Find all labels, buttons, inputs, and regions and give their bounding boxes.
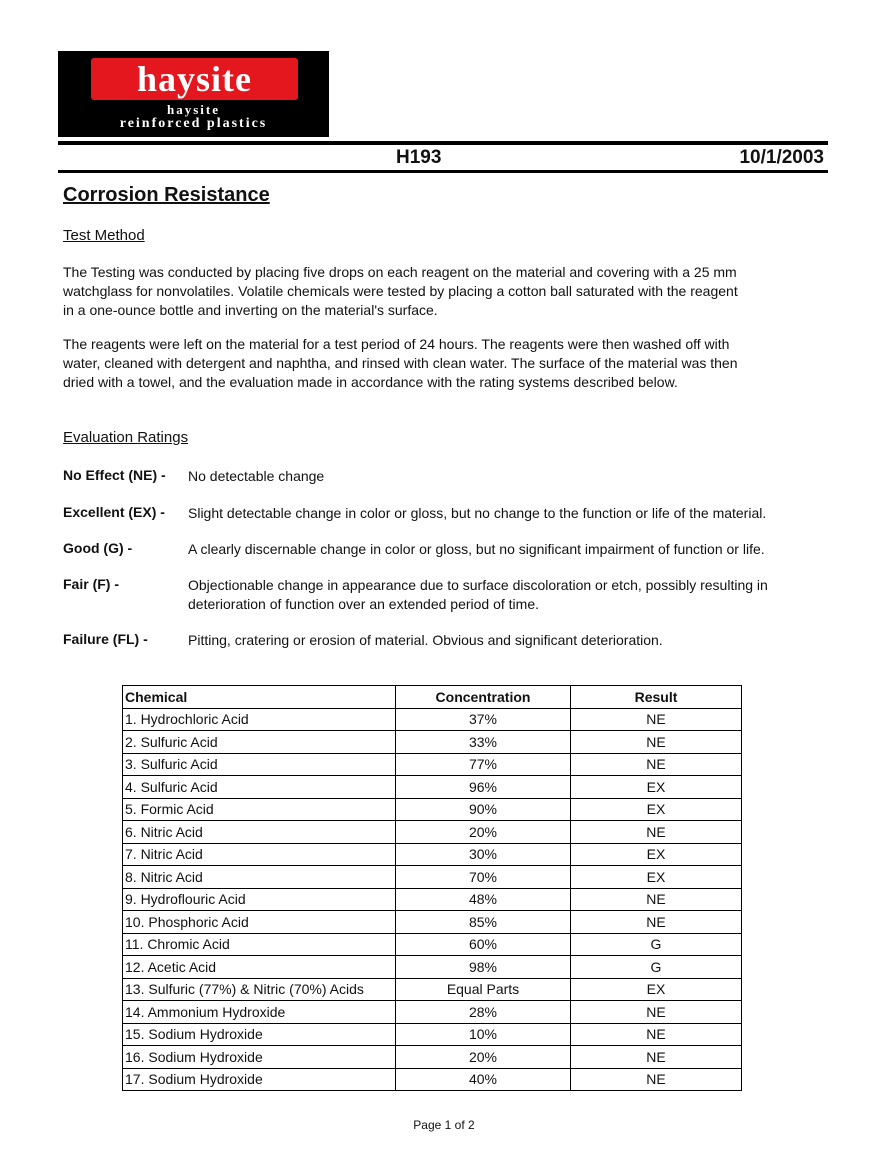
cell-chemical: 15. Sodium Hydroxide [123,1023,396,1046]
cell-chemical: 12. Acetic Acid [123,956,396,979]
cell-chemical: 2. Sulfuric Acid [123,731,396,754]
cell-concentration: 96% [396,776,571,799]
cell-concentration: 70% [396,866,571,889]
cell-result: NE [571,708,742,731]
cell-chemical: 1. Hydrochloric Acid [123,708,396,731]
cell-result: NE [571,1068,742,1091]
cell-concentration: 40% [396,1068,571,1091]
rating-term: Failure (FL) - [63,631,148,647]
table-row [123,911,742,934]
cell-result: NE [571,1001,742,1024]
rating-description: A clearly discernable change in color or gloss, but no significant impairment of function or life. [188,541,765,557]
table-row [123,843,742,866]
table-row [123,866,742,889]
cell-concentration: 48% [396,888,571,911]
cell-result: NE [571,888,742,911]
column-header-chemical: Chemical [123,686,396,709]
cell-chemical: 13. Sulfuric (77%) & Nitric (70%) Acids [123,978,396,1001]
table-header-row [123,686,742,709]
logo-tagline-1: haysite [167,102,220,117]
cell-concentration: 85% [396,911,571,934]
cell-result: G [571,933,742,956]
cell-chemical: 7. Nitric Acid [123,843,396,866]
table-row [123,933,742,956]
paragraph-line: watchglass for nonvolatiles. Volatile chemicals were tested by placing a cotton ball saturated with the reagent [63,283,738,299]
column-header-result: Result [571,686,742,709]
table-row [123,1023,742,1046]
cell-chemical: 8. Nitric Acid [123,866,396,889]
chemical-resistance-table [122,685,742,1091]
evaluation-ratings-heading: Evaluation Ratings [63,429,189,446]
header-rule-bottom [58,170,828,173]
table-row [123,978,742,1001]
cell-result: NE [571,911,742,934]
paragraph-line: in a one-ounce bottle and inverting on the material's surface. [63,302,438,318]
table-row [123,888,742,911]
company-logo [58,51,329,137]
table-row [123,753,742,776]
cell-concentration: 77% [396,753,571,776]
logo-tagline-2: reinforced plastics [119,116,268,131]
cell-concentration: 33% [396,731,571,754]
cell-result: EX [571,798,742,821]
rating-description: Slight detectable change in color or gloss, but no change to the function or life of the material. [188,505,767,521]
cell-chemical: 17. Sodium Hydroxide [123,1068,396,1091]
table-row [123,1046,742,1069]
table-row [123,731,742,754]
document-date: 10/1/2003 [739,147,824,168]
cell-result: NE [571,1046,742,1069]
cell-chemical: 16. Sodium Hydroxide [123,1046,396,1069]
cell-chemical: 6. Nitric Acid [123,821,396,844]
table-row [123,798,742,821]
cell-concentration: 60% [396,933,571,956]
header-rule-top [58,141,828,145]
cell-result: NE [571,821,742,844]
cell-concentration: 37% [396,708,571,731]
rating-description: Objectionable change in appearance due to surface discoloration or etch, possibly resulting in deterioration of function over an extended period of time. [188,577,768,612]
paragraph-line: dried with a towel, and the evaluation made in accordance with the rating systems described below. [63,374,678,390]
cell-result: NE [571,1023,742,1046]
cell-result: NE [571,753,742,776]
page-title: Corrosion Resistance [63,184,270,206]
cell-chemical: 10. Phosphoric Acid [123,911,396,934]
rating-description: No detectable change [188,468,325,484]
cell-chemical: 11. Chromic Acid [123,933,396,956]
test-method-heading: Test Method [63,227,145,244]
cell-concentration: 30% [396,843,571,866]
logo-brand-mark: haysite [91,58,298,100]
cell-concentration: 20% [396,1046,571,1069]
rating-description: Pitting, cratering or erosion of material. Obvious and significant deterioration. [188,632,663,648]
cell-result: EX [571,776,742,799]
cell-concentration: 10% [396,1023,571,1046]
table-row [123,956,742,979]
document-number: H193 [396,147,442,168]
test-method-paragraph-2 [63,335,783,392]
cell-chemical: 3. Sulfuric Acid [123,753,396,776]
table-row [123,1001,742,1024]
rating-term: Excellent (EX) - [63,504,165,520]
cell-result: EX [571,866,742,889]
cell-result: G [571,956,742,979]
cell-chemical: 4. Sulfuric Acid [123,776,396,799]
cell-concentration: 20% [396,821,571,844]
page-number: Page 1 of 2 [413,1118,475,1132]
cell-chemical: 5. Formic Acid [123,798,396,821]
table-row [123,821,742,844]
cell-concentration: 90% [396,798,571,821]
cell-result: EX [571,843,742,866]
table-row [123,776,742,799]
paragraph-line: The reagents were left on the material for a test period of 24 hours. The reagents were then washed off with [63,336,730,352]
cell-concentration: Equal Parts [396,978,571,1001]
cell-chemical: 14. Ammonium Hydroxide [123,1001,396,1024]
column-header-concentration: Concentration [396,686,571,709]
test-method-paragraph-1 [63,263,783,320]
paragraph-line: The Testing was conducted by placing five drops on each reagent on the material and covering with a 25 mm [63,264,737,280]
rating-term: Good (G) - [63,540,133,556]
table-row [123,1068,742,1091]
rating-term: Fair (F) - [63,576,119,592]
cell-chemical: 9. Hydroflouric Acid [123,888,396,911]
cell-result: EX [571,978,742,1001]
cell-result: NE [571,731,742,754]
rating-term: No Effect (NE) - [63,467,166,483]
cell-concentration: 28% [396,1001,571,1024]
paragraph-line: water, cleaned with detergent and naphtha, and rinsed with clean water. The surface of the material was then [63,355,738,371]
table-row [123,708,742,731]
cell-concentration: 98% [396,956,571,979]
